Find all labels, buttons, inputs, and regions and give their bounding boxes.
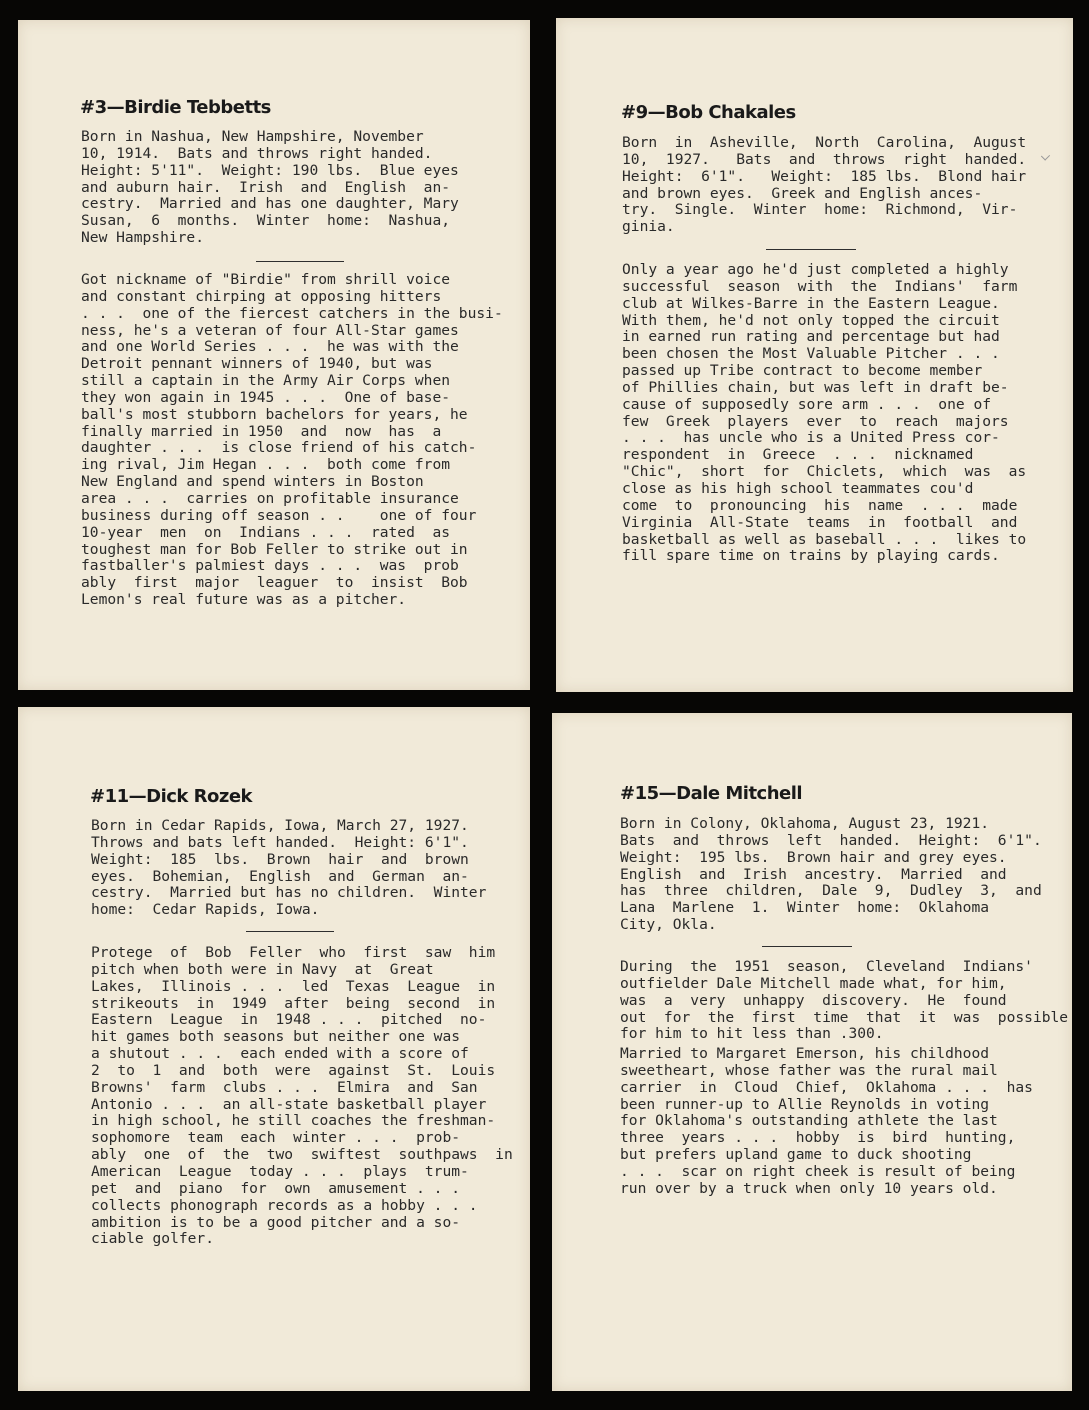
card-story-text: Protege of Bob Feller who first saw him pitch when both were in Navy at Great Lakes, Illinois . . . led Texas League in strikeouts in 1949 after being second in Eastern League in 1948 . . . pitched no- hit games both seasons but neither one was a shutout . . . each ended with a score of 2 to 1 and both were against St. Louis Browns' farm clubs . . . Elmira and San Antonio . . . an all-state basketball player in high school, he still coaches the freshman- sophomore team each winter . . . prob- ably one of the two swiftest southpaws in American League today . . . plays trum- pet and piano for own amusement . . . collects phonograph records as a hobby . . . ambition is to be a good pitcher and a so- ciable golfer. [91, 944, 513, 1248]
card-title: #11—Dick Rozek [90, 786, 253, 807]
card-story-text-2: Married to Margaret Emerson, his childhood sweetheart, whose father was the rural mail carrier in Cloud Chief, Oklahoma . . . has been runner-up to Allie Reynolds in voting for Oklahoma's outstanding athlete the last three years . . . hobby is bird hunting, but prefers upland game to duck shooting . . . scar on right cheek is result of being run over by a truck when only 10 years old. [620, 1045, 1033, 1197]
card-vitals-text: Born in Asheville, North Carolina, August 10, 1927. Bats and throws right handed. Height: 6'1". Weight: 185 lbs. Blond hair and brown eyes. Greek and English ances- try. Single. Winter home: Richmond, Vir- ginia. [622, 134, 1027, 236]
section-divider [766, 249, 856, 250]
card-story-text: Got nickname of "Birdie" from shrill voice and constant chirping at opposing hitters . . . one of the fiercest catchers in the busi- ness, he's a veteran of four All-Star games and one World Series . . . he was with the Detroit pennant winners of 1940, but was still a captain in the Army Air Corps when they won again in 1945 . . . One of base- ball's most stubborn bachelors for years, he finally married in 1950 and now has a daughter . . . is close friend of his catch- ing rival, Jim Hegan . . . both come from New England and spend winters in Boston area . . . carries on profitable insurance business during off season . . one of four 10-year men on Indians . . . rated as toughest man for Bob Feller to strike out in fastballer's palmiest days . . . was prob ably first major leaguer to insist Bob Lemon's real future was as a pitcher. [81, 271, 503, 609]
card-vitals-text: Born in Colony, Oklahoma, August 23, 1921. Bats and throws left handed. Height: 6'1". Weight: 195 lbs. Brown hair and grey eyes. English and Irish ancestry. Married and has three children, Dale 9, Dudley 3, and Lana Marlene 1. Winter home: Oklahoma City, Okla. [620, 815, 1042, 934]
section-divider [762, 946, 852, 947]
card-title: #3—Birdie Tebbetts [80, 97, 271, 118]
player-card-dale-mitchell [552, 713, 1072, 1391]
card-title: #15—Dale Mitchell [620, 783, 803, 804]
card-vitals-text: Born in Cedar Rapids, Iowa, March 27, 1927. Throws and bats left handed. Height: 6'1". Weight: 185 lbs. Brown hair and brown eyes. Bohemian, English and German an- cestry. Married but has no children. Winter home: Cedar Rapids, Iowa. [91, 817, 487, 919]
section-divider [246, 931, 334, 932]
player-card-bob-chakales [556, 18, 1073, 692]
card-story-text: Only a year ago he'd just completed a highly successful season with the Indians' farm club at Wilkes-Barre in the Eastern League. With them, he'd not only topped the circuit in earned run rating and percentage but had been chosen the Most Valuable Pitcher . . . passed up Tribe contract to become member of Phillies chain, but was left in draft be- cause of supposedly sore arm . . . one of few Greek players ever to reach majors . . . has uncle who is a United Press cor- respondent in Greece . . . nicknamed "Chic", short for Chiclets, which was as close as his high school teammates cou'd come to pronouncing his name . . . made Virginia All-State teams in football and basketball as well as baseball . . . likes to fill spare time on trains by playing cards. [622, 261, 1027, 565]
player-card-dick-rozek [18, 707, 530, 1391]
player-card-birdie-tebbetts [18, 20, 530, 690]
corner-mark-icon [1041, 151, 1050, 160]
section-divider [256, 261, 344, 262]
card-title: #9—Bob Chakales [621, 102, 796, 123]
card-vitals-text: Born in Nashua, New Hampshire, November 10, 1914. Bats and throws right handed. Height: 5'11". Weight: 190 lbs. Blue eyes and auburn hair. Irish and English an- cestry. Married and has one daughter, Mary Susan, 6 months. Winter home: Nashua, New Hampshire. [81, 128, 459, 247]
card-story-text: During the 1951 season, Cleveland Indians' outfielder Dale Mitchell made what, for him, was a very unhappy discovery. He found out for the first time that it was possible for him to hit less than .300. [620, 958, 1069, 1043]
